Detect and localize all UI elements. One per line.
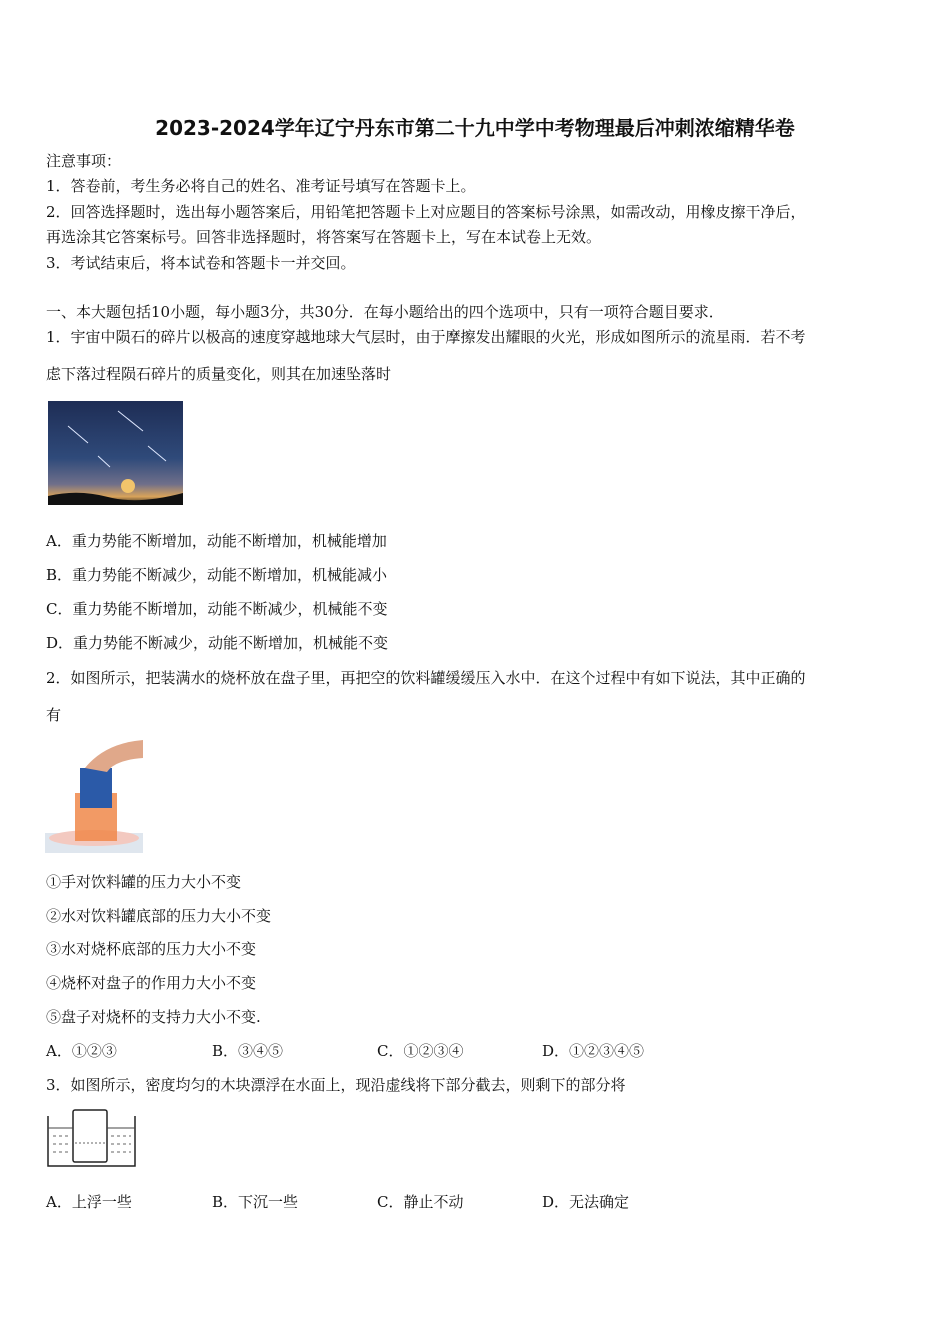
statement-5: ⑤盘子对烧杯的支持力大小不变. bbox=[46, 1008, 261, 1026]
question-2-text: 有 bbox=[46, 706, 62, 724]
option-d: D．重力势能不断减少，动能不断增加，机械能不变 bbox=[46, 634, 389, 652]
option-a: A．上浮一些 bbox=[46, 1193, 132, 1211]
question-1-text: 虑下落过程陨石碎片的质量变化，则其在加速坠落时 bbox=[46, 365, 392, 383]
statement-2: ②水对饮料罐底部的压力大小不变 bbox=[46, 907, 272, 925]
option-c: C．①②③④ bbox=[377, 1042, 464, 1060]
option-b: B．重力势能不断减少，动能不断增加，机械能减小 bbox=[46, 566, 388, 584]
question-2-text: 2．如图所示，把装满水的烧杯放在盘子里，再把空的饮料罐缓缓压入水中．在这个过程中有如下说法，其中正确的 bbox=[46, 669, 806, 687]
option-c: C．重力势能不断增加，动能不断减少，机械能不变 bbox=[46, 600, 388, 618]
option-b: B．③④⑤ bbox=[212, 1042, 284, 1060]
statement-4: ④烧杯对盘子的作用力大小不变 bbox=[46, 974, 257, 992]
notice-item: 1．答卷前，考生务必将自己的姓名、准考证号填写在答题卡上。 bbox=[46, 177, 476, 195]
option-c: C．静止不动 bbox=[377, 1193, 464, 1211]
section-heading: 一、本大题包括10小题，每小题3分，共30分．在每小题给出的四个选项中，只有一项符合题目要求． bbox=[46, 303, 724, 321]
question-1-text: 1．宇宙中陨石的碎片以极高的速度穿越地球大气层时，由于摩擦发出耀眼的火光，形成如图所示的流星雨．若不考 bbox=[46, 328, 806, 346]
option-d: D．①②③④⑤ bbox=[542, 1042, 645, 1060]
beaker-can-image bbox=[45, 738, 143, 853]
notice-item: 3．考试结束后，将本试卷和答题卡一并交回。 bbox=[46, 254, 356, 272]
option-a: A．重力势能不断增加，动能不断增加，机械能增加 bbox=[46, 532, 387, 550]
floating-block-diagram bbox=[45, 1106, 140, 1170]
page-title: 2023-2024学年辽宁丹东市第二十九中学中考物理最后冲刺浓缩精华卷 bbox=[155, 116, 795, 140]
notice-item: 2．回答选择题时，选出每小题答案后，用铅笔把答题卡上对应题目的答案标号涂黑，如需改动，用橡皮擦干净后， bbox=[46, 203, 806, 221]
meteor-shower-image bbox=[48, 401, 183, 505]
statement-3: ③水对烧杯底部的压力大小不变 bbox=[46, 940, 257, 958]
statement-1: ①手对饮料罐的压力大小不变 bbox=[46, 873, 242, 891]
option-d: D．无法确定 bbox=[542, 1193, 630, 1211]
question-3-text: 3．如图所示，密度均匀的木块漂浮在水面上，现沿虚线将下部分截去，则剩下的部分将 bbox=[46, 1076, 626, 1094]
option-b: B．下沉一些 bbox=[212, 1193, 299, 1211]
notice-heading: 注意事项： bbox=[46, 152, 122, 170]
option-a: A．①②③ bbox=[46, 1042, 117, 1060]
notice-item: 再选涂其它答案标号。回答非选择题时，将答案写在答题卡上，写在本试卷上无效。 bbox=[46, 228, 602, 246]
